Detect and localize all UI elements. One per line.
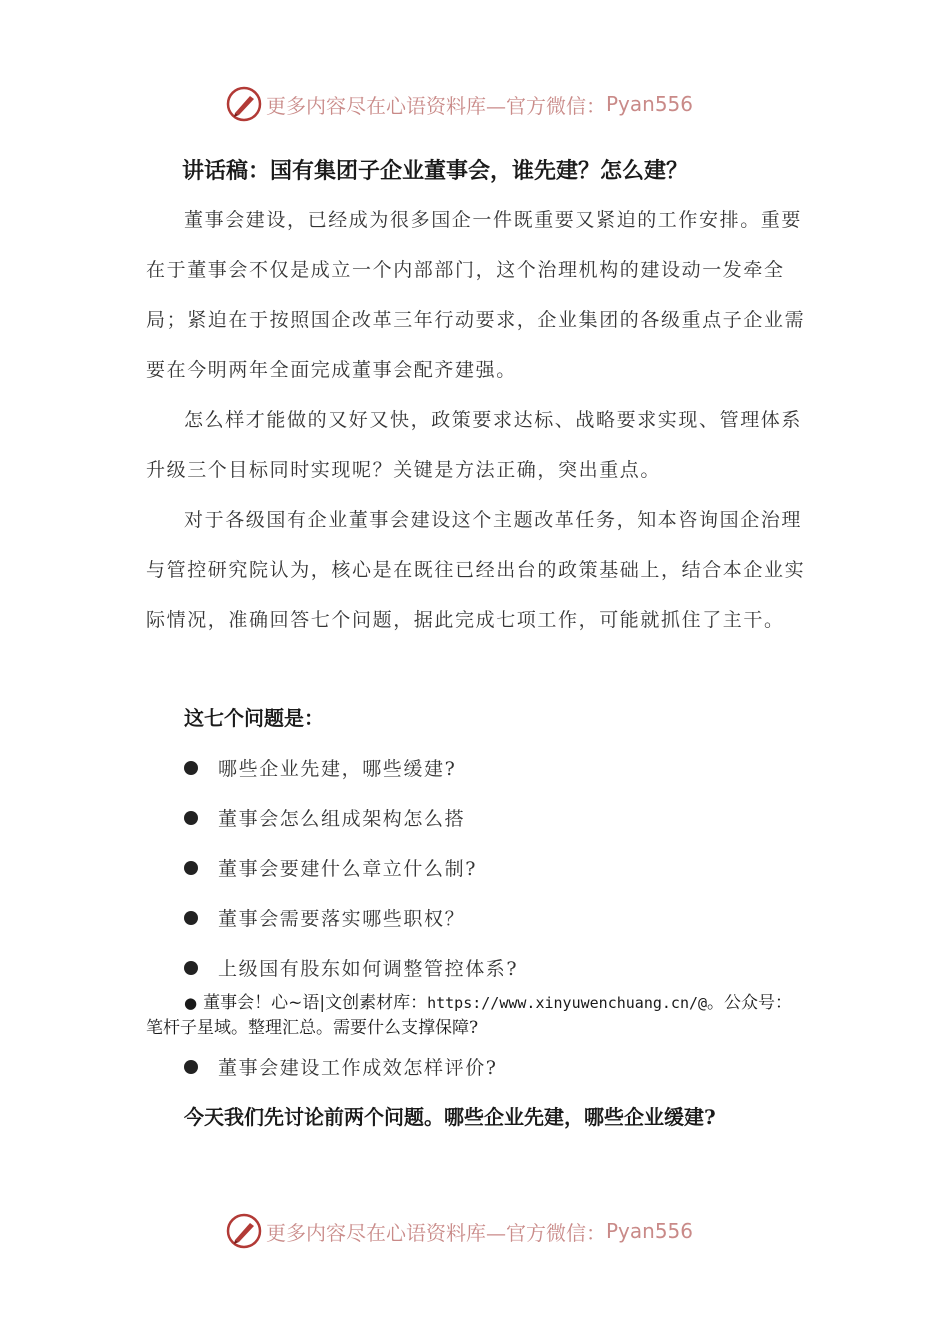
paragraph-2: 怎么样才能做的又好又快，政策要求达标、战略要求实现、管理体系升级三个目标同时实现呢？关键是方法正确，突出重点。 <box>146 409 803 481</box>
question-text: 上级国有股东如何调整管控体系? <box>218 958 519 980</box>
banner-slogan: 更多内容尽在心语资料库—官方微信： <box>266 93 606 118</box>
closing-heading: 今天我们先讨论前两个问题。哪些企业先建，哪些企业缓建? <box>184 1105 716 1129</box>
list-item <box>184 854 477 881</box>
document-title: 讲话稿：国有集团子企业董事会，谁先建？怎么建？ <box>182 158 689 184</box>
list-item <box>184 904 465 931</box>
bullet-icon <box>184 861 198 875</box>
list-item <box>184 954 518 981</box>
question-text: 董事会需要落实哪些职权？ <box>218 908 466 930</box>
bullet-icon <box>184 761 198 775</box>
header-banner <box>226 84 693 124</box>
question-text: 哪些企业先建，哪些缓建? <box>218 758 457 780</box>
footer-banner <box>226 1211 693 1251</box>
list-item <box>184 1053 498 1080</box>
pen-logo-icon <box>226 1213 262 1249</box>
bullet-icon: ● <box>184 994 198 1012</box>
bullet-icon <box>184 911 198 925</box>
paragraph-3: 对于各级国有企业董事会建设这个主题改革任务，知本咨询国企治理与管控研究院认为，核心是在既往已经出台的政策基础上，结合本企业实际情况，准确回答七个问题，据此完成七项工作，可能就抓住了主干。 <box>146 509 806 631</box>
watermark-url: https://www.xinyuwenchuang.cn/@ <box>427 994 708 1012</box>
question-text: 董事会要建什么章立什么制? <box>218 858 477 880</box>
banner-slogan: 更多内容尽在心语资料库—官方微信： <box>266 1220 606 1245</box>
watermark-suffix: 。公众号：笔杆子星域。整理汇总。需要什么支撑保障? <box>146 993 793 1038</box>
banner-wechat-id: Pyan556 <box>606 92 694 116</box>
questions-heading: 这七个问题是： <box>184 706 324 730</box>
list-item <box>184 754 456 781</box>
question-text: 董事会建设工作成效怎样评价? <box>218 1057 498 1079</box>
banner-wechat-id: Pyan556 <box>606 1219 694 1243</box>
bullet-icon <box>184 811 198 825</box>
list-item-with-watermark <box>146 991 806 1041</box>
pen-logo-icon <box>226 86 262 122</box>
list-item <box>184 804 465 831</box>
watermark-prefix: 董事会！心~语|文创素材库： <box>203 993 428 1013</box>
paragraph-1: 董事会建设，已经成为很多国企一件既重要又紧迫的工作安排。重要在于董事会不仅是成立一个内部部门，这个治理机构的建设动一发牵全局；紧迫在于按照国企改革三年行动要求，企业集团的各级重点子企业需要在今明两年全面完成董事会配齐建强。 <box>146 209 806 381</box>
question-text: 董事会怎么组成架构怎么搭 <box>218 808 466 830</box>
bullet-icon <box>184 961 198 975</box>
bullet-icon <box>184 1060 198 1074</box>
